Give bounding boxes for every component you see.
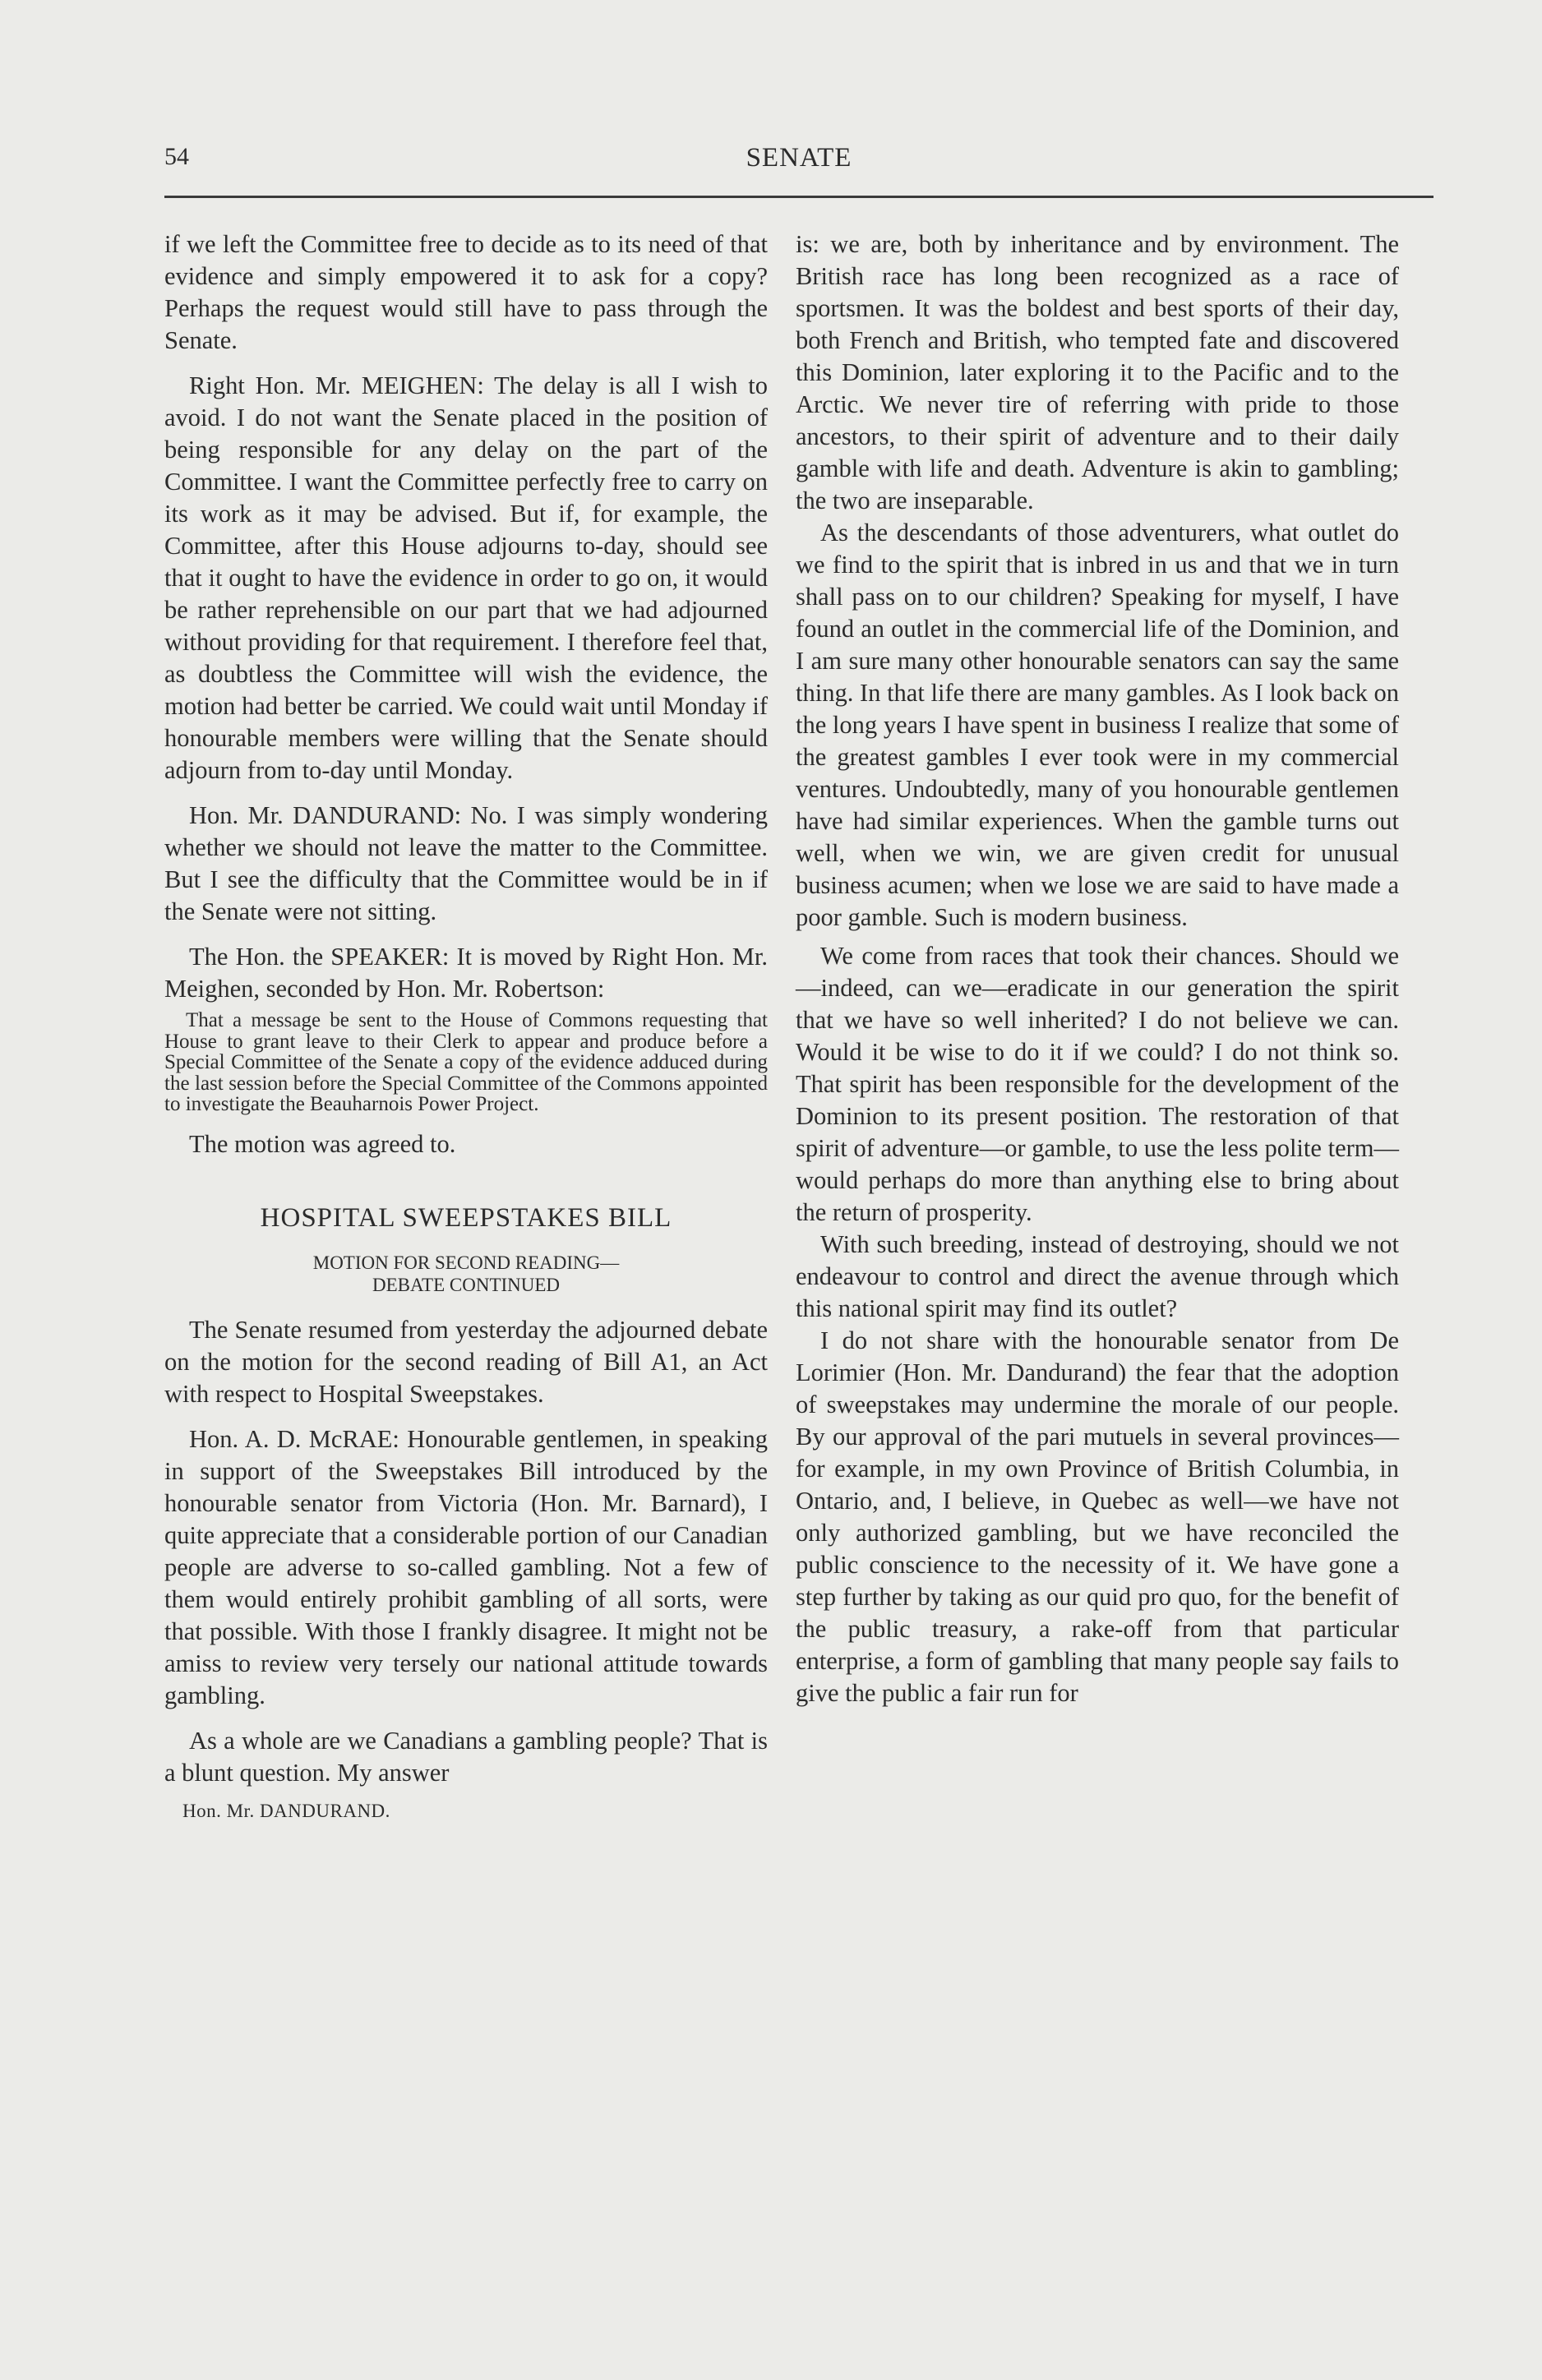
paragraph: As the descendants of those adventurers, what outlet do we find to the spirit that is inbred in us and that we in turn shall pass on to our children? Speaking for myself, I have found an outlet in the commercial life of the Dominion, and I am sure many other honourable senators can say the same thing. In that life there are many gambles. As I look back on the long years I have spent in business I realize that some of the greatest gambles I ever took were in my commercial ventures. Undoubtedly, many of you honourable gentlemen have had similar experiences. When the gamble turns out well, when we win, we are given credit for unusual business acumen; when we lose we are said to have made a poor gamble. Such is modern business. <box>796 519 1399 931</box>
page-number: 54 <box>164 143 189 170</box>
footer-note: Hon. Mr. DANDURAND. <box>182 1800 390 1821</box>
section-subtitle <box>164 1252 768 1296</box>
paragraph: The Hon. the SPEAKER: It is moved by Right Hon. Mr. Meighen, seconded by Hon. Mr. Robertson: <box>164 943 768 1003</box>
section-subtitle-line: DEBATE CONTINUED <box>372 1274 561 1295</box>
left-column <box>164 228 768 1822</box>
paragraph: Right Hon. Mr. MEIGHEN: The delay is all I wish to avoid. I do not want the Senate placed in the position of being responsible for any delay on the part of the Committee. I want the Committee perfectly free to carry on its work as it may be advised. But if, for example, the Committee, after this House adjourns to-day, should see that it ought to have the evidence in order to go on, it would be rather reprehensible on our part that we had adjourned without providing for that requirement. I therefore feel that, as doubtless the Committee will wish the evidence, the motion had better be carried. We could wait until Monday if honourable members were willing that the Senate should adjourn from to-day until Monday. <box>164 371 768 784</box>
section-subtitle-line: MOTION FOR SECOND READING— <box>312 1252 620 1273</box>
paragraph: The motion was agreed to. <box>189 1129 456 1158</box>
paragraph: The Senate resumed from yesterday the adjourned debate on the motion for the second reading of Bill A1, an Act with respect to Hospital Sweepstakes. <box>164 1315 768 1408</box>
paragraph: is: we are, both by inheritance and by environment. The British race has long been recognized as a race of sportsmen. It was the boldest and best sports of their day, both French and British, who tempted fate and discovered this Dominion, later exploring it to the Pacific and to the Arctic. We never tire of referring with pride to those ancestors, to their spirit of adventure and to their daily gamble with life and death. Adventure is akin to gambling; the two are inseparable. <box>796 230 1399 514</box>
paragraph: With such breeding, instead of destroying, should we not endeavour to control and direct the avenue through which this national spirit may find its outlet? <box>796 1230 1399 1322</box>
paragraph: We come from races that took their chances. Should we—indeed, can we—eradicate in our generation the spirit that we have so well inherited? I do not believe we can. Would it be wise to do it if we could? I do not think so. That spirit has been responsible for the development of the Dominion to its present position. The restoration of that spirit of adventure—or gamble, to use the less polite term—would perhaps do more than anything else to bring about the return of prosperity. <box>796 942 1399 1226</box>
running-head: SENATE <box>746 143 852 173</box>
paragraph: Hon. A. D. McRAE: Honourable gentlemen, in speaking in support of the Sweepstakes Bill introduced by the honourable senator from Victoria (Hon. Mr. Barnard), I quite appreciate that a considerable portion of our Canadian people are adverse to so-called gambling. Not a few of them would entirely prohibit gambling of all sorts, were that possible. With those I frankly disagree. It might not be amiss to review very tersely our national attitude towards gambling. <box>164 1424 768 1709</box>
right-column <box>796 228 1399 1709</box>
page-header <box>164 138 1434 187</box>
paragraph: if we left the Committee free to decide as to its need of that evidence and simply empowered it to ask for a copy? Perhaps the request would still have to pass through the Senate. <box>164 230 768 354</box>
paragraph: I do not share with the honourable senator from De Lorimier (Hon. Mr. Dandurand) the fear that the adoption of sweepstakes may undermine the morale of our people. By our approval of the pari mutuels in several provinces—for example, in my own Province of British Columbia, in Ontario, and, I believe, in Quebec as well—we have not only authorized gambling, but we have reconciled the public conscience to the necessity of it. We have gone a step further by taking as our quid pro quo, for the benefit of the public treasury, a rake-off from that particular enterprise, a form of gambling that many people say fails to give the public a fair run for <box>796 1326 1399 1707</box>
paragraph: Hon. Mr. DANDURAND: No. I was simply wondering whether we should not leave the matter to the Committee. But I see the difficulty that the Committee would be in if the Senate were not sitting. <box>164 801 768 925</box>
header-rule <box>164 196 1434 198</box>
section-title: HOSPITAL SWEEPSTAKES BILL <box>260 1202 672 1233</box>
quoted-motion: That a message be sent to the House of Commons requesting that House to grant leave to their Clerk to appear and produce before a Special Committee of the Senate a copy of the evidence adduced during the last session before the Special Committee of the Commons appointed to investigate the Beauharnois Power Project. <box>164 1009 768 1116</box>
paragraph: As a whole are we Canadians a gambling people? That is a blunt question. My answer <box>164 1726 768 1787</box>
